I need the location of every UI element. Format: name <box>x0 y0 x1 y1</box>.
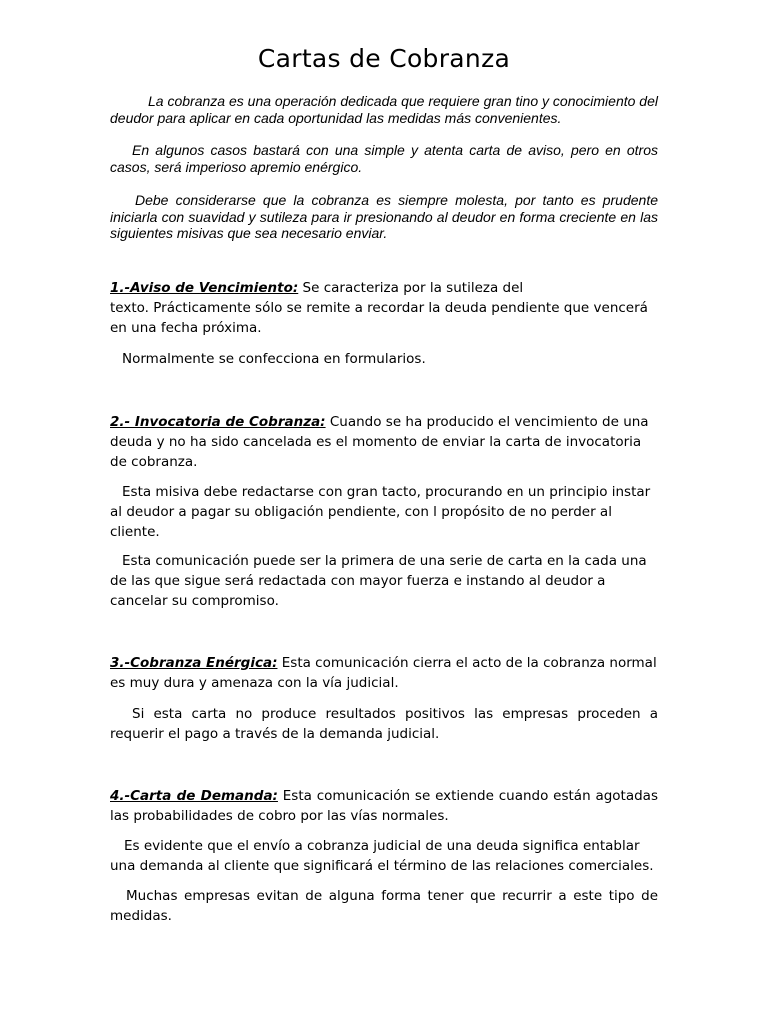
page-title: Cartas de Cobranza <box>257 44 511 73</box>
section-1-text-line1: Se caracteriza por la sutileza del <box>298 280 524 296</box>
intro-paragraph-2: En algunos casos bastará con una simple y atenta carta de aviso, pero en otros casos, será imperioso apremio enérgico. <box>110 142 658 175</box>
section-1-text-rest: texto. Prácticamente sólo se remite a recordar la deuda pendiente que vencerá en una fecha próxima. <box>110 300 648 336</box>
section-1-paragraph-1: Normalmente se confecciona en formularios. <box>122 351 426 367</box>
section-4-heading: 4.-Carta de Demanda: <box>110 788 278 804</box>
section-3-intro <box>110 653 658 693</box>
section-2-heading: 2.- Invocatoria de Cobranza: <box>110 414 326 430</box>
section-4-text: Esta comunicación se extiende cuando están agotadas las probabilidades de cobro por las vías normales. <box>110 788 658 824</box>
section-1-intro <box>110 278 658 338</box>
section-1-heading: 1.-Aviso de Vencimiento: <box>110 280 299 296</box>
section-3-heading: 3.-Cobranza Enérgica: <box>110 655 278 671</box>
section-4-paragraph-2: Muchas empresas evitan de alguna forma tener que recurrir a este tipo de medidas. <box>110 888 658 924</box>
section-3-paragraph-1: Si esta carta no produce resultados positivos las empresas proceden a requerir el pago a través de la demanda judicial. <box>110 706 658 742</box>
section-3-text: Esta comunicación cierra el acto de la cobranza normal es muy dura y amenaza con la vía judicial. <box>110 655 657 691</box>
section-2-paragraph-2: Esta comunicación puede ser la primera de una serie de carta en la cada una de las que sigue será redactada con mayor fuerza e instando al deudor a cancelar su compromiso. <box>110 553 647 609</box>
section-4-intro <box>110 786 658 826</box>
section-2-intro <box>110 412 658 472</box>
intro-paragraph-3: Debe considerarse que la cobranza es siempre molesta, por tanto es prudente iniciarla con suavidad y sutileza para ir presionando al deudor en forma creciente en las siguientes misivas que sea necesario enviar. <box>110 192 658 241</box>
section-2-text: Cuando se ha producido el vencimiento de una deuda y no ha sido cancelada es el momento de enviar la carta de invocatoria de cobranza. <box>110 414 649 470</box>
section-4-paragraph-1: Es evidente que el envío a cobranza judicial de una deuda significa entablar una demanda al cliente que significará el término de las relaciones comerciales. <box>110 838 654 874</box>
section-2-paragraph-1: Esta misiva debe redactarse con gran tacto, procurando en un principio instar al deudor a pagar su obligación pendiente, con l propósito de no perder al cliente. <box>110 484 651 540</box>
intro-paragraph-1: La cobranza es una operación dedicada que requiere gran tino y conocimiento del deudor para aplicar en cada oportunidad las medidas más convenientes. <box>110 93 658 126</box>
